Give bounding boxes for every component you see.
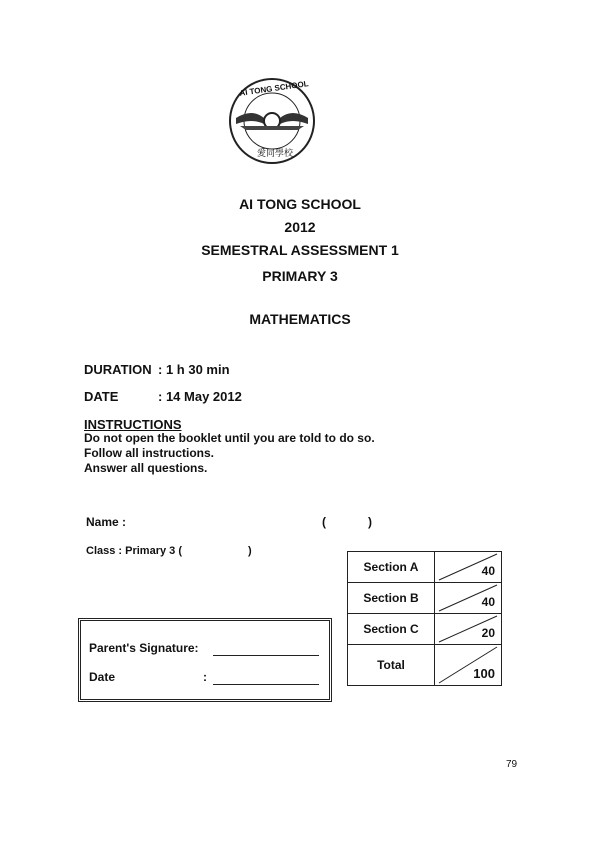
score-table — [347, 551, 502, 686]
parent-date-line[interactable] — [213, 684, 319, 685]
year: 2012 — [284, 219, 316, 235]
class-paren-close: ) — [248, 545, 252, 557]
parent-date-colon: : — [203, 670, 207, 684]
date-value: : 14 May 2012 — [158, 389, 242, 404]
score-max: 20 — [481, 626, 495, 640]
crest-top-text: AI TONG SCHOOL — [238, 79, 310, 98]
page-number: 79 — [506, 759, 518, 770]
score-row — [348, 614, 502, 645]
score-cell — [435, 645, 502, 686]
school-name: AI TONG SCHOOL — [239, 196, 361, 212]
score-row — [348, 552, 502, 583]
instruction-line: Answer all questions. — [84, 461, 208, 475]
crest-bottom-text: 愛同學校 — [256, 148, 293, 158]
assessment-title: SEMESTRAL ASSESSMENT 1 — [201, 242, 399, 258]
name-label: Name : — [86, 515, 127, 529]
duration-value: : 1 h 30 min — [158, 362, 230, 377]
score-label: Section C — [348, 614, 435, 645]
score-label: Total — [348, 645, 435, 686]
instruction-line: Do not open the booklet until you are told to do so. — [84, 431, 375, 445]
level: PRIMARY 3 — [262, 268, 338, 284]
parent-date-label: Date — [89, 670, 116, 684]
score-cell — [435, 552, 502, 583]
score-cell — [435, 583, 502, 614]
score-label: Section B — [348, 583, 435, 614]
signature-label: Parent's Signature: — [89, 641, 199, 655]
duration-label: DURATION — [84, 362, 152, 377]
score-row — [348, 583, 502, 614]
score-cell — [435, 614, 502, 645]
instruction-line: Follow all instructions. — [84, 446, 215, 460]
signature-line[interactable] — [213, 655, 319, 656]
score-max: 40 — [481, 564, 495, 578]
date-label: DATE — [84, 389, 119, 404]
class-label: Class : Primary 3 ( — [86, 545, 182, 557]
score-max: 40 — [481, 595, 495, 609]
subject: MATHEMATICS — [249, 311, 351, 327]
name-paren-open: ( — [322, 515, 326, 529]
score-max: 100 — [473, 666, 495, 681]
score-label: Section A — [348, 552, 435, 583]
parent-signature-box — [78, 618, 332, 702]
instructions-heading: INSTRUCTIONS — [84, 417, 182, 432]
name-paren-close: ) — [368, 515, 372, 529]
score-row — [348, 645, 502, 686]
